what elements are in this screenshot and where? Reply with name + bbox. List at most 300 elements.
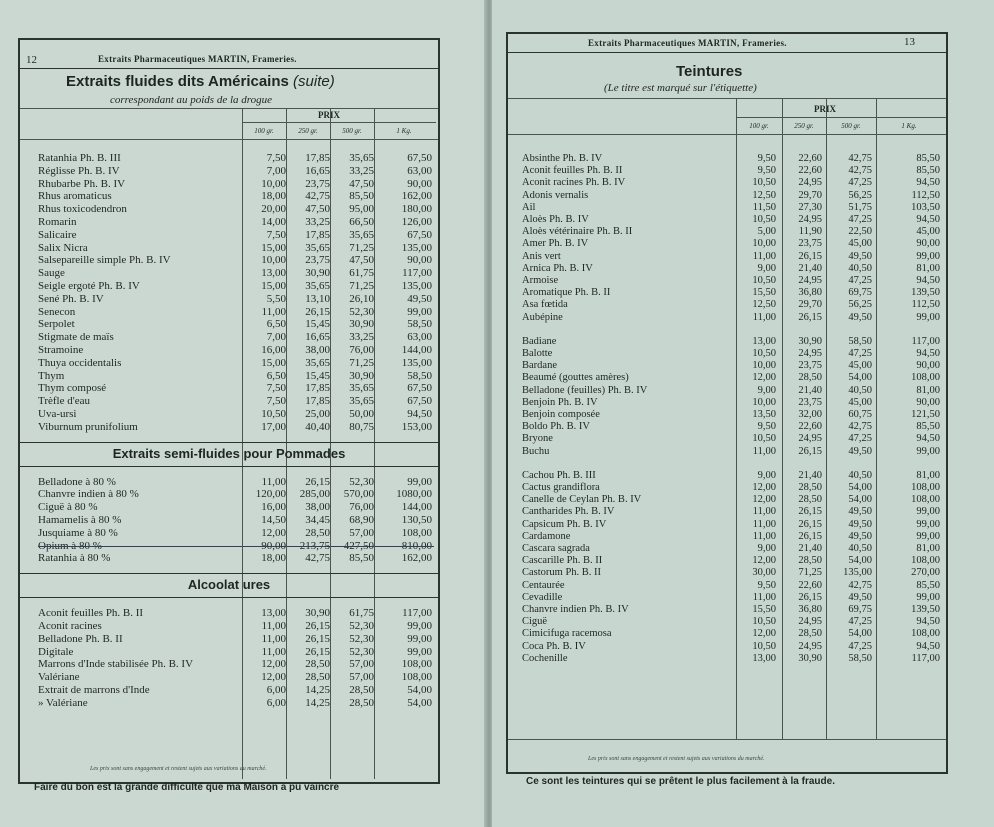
price-cell: 81,00: [916, 262, 940, 274]
price-cell: 54,00: [848, 555, 872, 567]
price-cell: 47,25: [848, 177, 872, 189]
price-cell: 26,15: [305, 475, 330, 488]
price-cell: 67,50: [407, 382, 432, 395]
price-cell: 42,75: [305, 552, 330, 565]
price-cell: 94,50: [916, 433, 940, 445]
price-cell: 52,30: [349, 620, 374, 632]
product-name: Serpolet: [38, 318, 75, 331]
price-cell: 30,90: [349, 369, 374, 382]
product-name: Salix Nicra: [38, 241, 88, 254]
price-cell: 135,00: [401, 241, 432, 254]
price-cell: 11,00: [752, 250, 776, 262]
price-cell: 10,50: [752, 616, 776, 628]
price-cell: 28,50: [305, 658, 330, 671]
product-name: Aloès Ph. B. IV: [522, 214, 589, 225]
column-header: 100 gr.: [749, 122, 769, 130]
table-row: [522, 152, 942, 165]
price-cell: 94,50: [916, 348, 940, 359]
product-name: Bryone: [522, 433, 553, 445]
price-label: PRIX: [814, 104, 836, 114]
price-cell: 85,50: [916, 421, 940, 433]
product-name: Ciguë à 80 %: [38, 501, 98, 514]
price-cell: 45,00: [848, 238, 872, 250]
price-cell: 12,50: [752, 189, 776, 201]
price-cell: 40,50: [848, 384, 872, 396]
price-cell: 126,00: [401, 216, 432, 228]
price-cell: 99,00: [407, 475, 432, 488]
price-cell: 14,00: [261, 216, 286, 228]
price-cell: 32,00: [798, 409, 822, 420]
price-cell: 30,90: [798, 652, 822, 664]
price-cell: 18,00: [261, 190, 286, 203]
price-cell: 7,50: [266, 382, 286, 395]
product-name: Cevadille: [522, 591, 563, 603]
price-cell: 11,00: [752, 311, 776, 323]
price-cell: 99,00: [916, 445, 940, 457]
price-cell: 45,00: [848, 360, 872, 372]
price-cell: 7,50: [266, 395, 286, 408]
price-cell: 71,25: [349, 280, 374, 292]
price-cell: 28,50: [349, 684, 374, 696]
product-name: Ciguë: [522, 616, 548, 628]
price-cell: 33,25: [305, 216, 330, 228]
price-cell: 94,50: [916, 177, 940, 189]
price-cell: 90,00: [407, 254, 432, 267]
price-cell: 162,00: [401, 552, 432, 565]
column-header: 1 Kg.: [901, 122, 917, 130]
column-divider: [736, 99, 737, 739]
table-row: [522, 627, 942, 640]
product-name: Cimicifuga racemosa: [522, 628, 612, 640]
price-cell: 10,50: [261, 408, 286, 420]
table-row: [522, 640, 942, 653]
price-cell: 108,00: [401, 671, 432, 684]
price-cell: 11,00: [261, 475, 286, 488]
price-cell: 17,85: [305, 152, 330, 164]
price-cell: 285,00: [299, 488, 330, 501]
price-cell: 11,00: [752, 445, 776, 457]
price-cell: 15,00: [261, 280, 286, 292]
price-cell: 12,00: [752, 482, 776, 493]
product-name: Anis vert: [522, 250, 561, 262]
price-cell: 10,50: [752, 214, 776, 225]
price-cell: 7,00: [266, 164, 286, 177]
price-cell: 33,25: [349, 331, 374, 344]
price-cell: 13,00: [261, 607, 286, 620]
price-cell: 99,00: [407, 632, 432, 645]
product-name: Stigmate de maïs: [38, 331, 114, 344]
price-cell: 28,50: [305, 671, 330, 684]
price-cell: 117,00: [911, 652, 940, 664]
product-name: Opium à 80 %: [38, 539, 102, 552]
price-cell: 26,15: [305, 645, 330, 658]
price-cell: 23,75: [798, 360, 822, 372]
price-cell: 12,00: [752, 494, 776, 506]
product-name: Capsicum Ph. B. IV: [522, 518, 607, 530]
price-cell: 10,00: [752, 360, 776, 372]
product-name: Rhus aromaticus: [38, 190, 112, 203]
price-cell: 99,00: [916, 250, 940, 262]
price-cell: 47,25: [848, 616, 872, 628]
price-cell: 38,00: [305, 501, 330, 514]
product-name: Aloès vétérinaire Ph. B. II: [522, 226, 633, 238]
product-name: Sauge: [38, 267, 65, 280]
price-cell: 270,00: [911, 567, 940, 579]
product-name: Aconit feuilles Ph. B. II: [522, 165, 623, 177]
price-cell: 52,30: [349, 305, 374, 318]
title-text: Extraits fluides dits Américains: [66, 73, 289, 90]
product-name: Thym composé: [38, 382, 107, 395]
price-cell: 68,90: [349, 514, 374, 526]
price-cell: 16,00: [261, 501, 286, 514]
product-name: Belladone Ph. B. II: [38, 632, 123, 645]
product-name: Aromatique Ph. B. II: [522, 287, 611, 299]
product-name: Badiane: [522, 335, 557, 347]
product-name: Digitale: [38, 645, 74, 658]
price-cell: 51,75: [848, 201, 872, 213]
title-suffix: (suite): [293, 73, 335, 90]
price-cell: 30,90: [349, 318, 374, 331]
table-bottom-rule: [508, 739, 946, 740]
price-cell: 9,00: [757, 469, 776, 481]
price-cell: 47,25: [848, 433, 872, 445]
price-cell: 54,00: [848, 372, 872, 384]
price-cell: 40,50: [848, 262, 872, 274]
product-name: Boldo Ph. B. IV: [522, 421, 590, 433]
price-cell: 108,00: [401, 658, 432, 671]
price-cell: 6,50: [266, 369, 286, 382]
price-cell: 25,00: [305, 408, 330, 420]
price-cell: 23,75: [305, 254, 330, 267]
product-name: Armoise: [522, 275, 559, 286]
price-cell: 144,00: [401, 344, 432, 356]
table-row: [522, 615, 942, 628]
price-cell: 213,75: [299, 539, 330, 552]
table-row: [522, 286, 942, 299]
price-cell: 11,00: [752, 530, 776, 542]
price-cell: 94,50: [916, 616, 940, 628]
price-cell: 26,15: [798, 250, 822, 262]
price-cell: 15,50: [752, 287, 776, 299]
slogan: Ce sont les teintures qui se prêtent le plus facilement à la fraude.: [526, 776, 835, 787]
price-cell: 47,25: [848, 214, 872, 225]
price-cell: 117,00: [402, 607, 432, 620]
price-cell: 99,00: [407, 620, 432, 632]
price-cell: 13,00: [752, 652, 776, 664]
column-divider: [876, 99, 877, 739]
price-cell: 49,50: [848, 445, 872, 457]
price-cell: 42,75: [848, 579, 872, 591]
price-cell: 108,00: [401, 526, 432, 539]
price-cell: 47,50: [305, 203, 330, 216]
product-name: Balotte: [522, 348, 553, 359]
price-cell: 9,00: [757, 543, 776, 554]
price-cell: 27,30: [798, 201, 822, 213]
price-cell: 34,45: [305, 514, 330, 526]
right-page: [492, 0, 994, 827]
price-cell: 108,00: [911, 555, 940, 567]
price-cell: 71,25: [349, 241, 374, 254]
product-name: Benjoin composée: [522, 409, 600, 420]
price-cell: 10,00: [261, 177, 286, 190]
prix-rule: [242, 122, 436, 123]
price-cell: 67,50: [407, 395, 432, 408]
price-cell: 28,50: [798, 628, 822, 640]
product-name: Cachou Ph. B. III: [522, 469, 596, 481]
section-rule: [20, 466, 438, 467]
price-cell: 153,00: [401, 420, 432, 433]
price-cell: 99,00: [916, 530, 940, 542]
price-cell: 40,50: [848, 543, 872, 554]
price-cell: 38,00: [305, 344, 330, 356]
product-name: Arnica Ph. B. IV: [522, 262, 593, 274]
price-cell: 85,50: [916, 165, 940, 177]
price-cell: 42,75: [848, 165, 872, 177]
table-row: [522, 164, 942, 177]
price-cell: 99,00: [407, 305, 432, 318]
price-cell: 11,00: [752, 518, 776, 530]
price-cell: 7,50: [266, 152, 286, 164]
table-row: [522, 408, 942, 421]
price-cell: 63,00: [407, 331, 432, 344]
column-header: 500 gr.: [342, 127, 362, 135]
price-cell: 49,50: [848, 518, 872, 530]
table-row: [522, 579, 942, 592]
page-title: [66, 73, 335, 90]
price-cell: 22,60: [798, 579, 822, 591]
product-name: Cochenille: [522, 652, 568, 664]
price-cell: 30,90: [305, 267, 330, 280]
price-cell: 144,00: [401, 501, 432, 514]
price-cell: 24,95: [798, 640, 822, 652]
price-cell: 12,00: [752, 628, 776, 640]
price-cell: 6,00: [266, 696, 286, 709]
table-row: [522, 603, 942, 616]
price-cell: 26,15: [798, 530, 822, 542]
price-cell: 12,50: [752, 299, 776, 311]
product-name: Marrons d'Inde stabilisée Ph. B. IV: [38, 658, 194, 671]
page-number: 12: [26, 54, 37, 66]
price-cell: 36,80: [798, 287, 822, 299]
price-cell: 9,50: [757, 579, 776, 591]
price-cell: 13,00: [261, 267, 286, 280]
price-cell: 15,45: [305, 369, 330, 382]
footer-note: Les prix sont sans engagement et restent sujets aux variations du marché.: [90, 766, 267, 772]
column-divider: [782, 99, 783, 739]
price-cell: 76,00: [349, 501, 374, 514]
table-row: [522, 445, 942, 458]
header-rule: [20, 68, 438, 69]
price-cell: 85,50: [916, 153, 940, 164]
price-cell: 810,00: [401, 539, 432, 552]
price-cell: 11,00: [261, 632, 286, 645]
price-cell: 13,10: [305, 292, 330, 305]
price-cell: 21,40: [798, 384, 822, 396]
price-cell: 14,50: [261, 514, 286, 526]
table-row: [522, 274, 942, 287]
price-cell: 56,25: [848, 189, 872, 201]
running-header: Extraits Pharmaceutiques MARTIN, Frameries.: [98, 54, 297, 64]
price-cell: 35,65: [349, 395, 374, 408]
section-heading: Extraits semi-fluides pour Pommades: [112, 445, 346, 461]
price-cell: 76,00: [349, 344, 374, 356]
price-cell: 54,00: [407, 696, 432, 709]
price-cell: 10,50: [752, 348, 776, 359]
column-header: 250 gr.: [298, 127, 318, 135]
price-cell: 21,40: [798, 469, 822, 481]
price-cell: 90,00: [916, 396, 940, 408]
price-cell: 29,70: [798, 299, 822, 311]
table-row: [522, 384, 942, 397]
price-cell: 16,65: [305, 331, 330, 344]
price-cell: 21,40: [798, 543, 822, 554]
price-cell: 15,45: [305, 318, 330, 331]
price-cell: 5,00: [757, 226, 776, 238]
product-name: Rhus toxicodendron: [38, 203, 127, 216]
column-header: 100 gr.: [254, 127, 274, 135]
section-rule: [20, 597, 438, 598]
price-cell: 112,50: [911, 299, 940, 311]
table-row: [522, 432, 942, 445]
price-cell: 21,40: [798, 262, 822, 274]
price-cell: 26,15: [798, 506, 822, 518]
product-name: Senecon: [38, 305, 76, 318]
price-cell: 90,00: [261, 539, 286, 552]
table-row: [522, 213, 942, 226]
table-row: [522, 262, 942, 275]
product-name: Cascara sagrada: [522, 543, 590, 554]
table-row: [522, 176, 942, 189]
price-cell: 26,10: [349, 292, 374, 305]
price-cell: 95,00: [349, 203, 374, 216]
table-row: [522, 359, 942, 372]
price-cell: 26,15: [798, 518, 822, 530]
table-row: [522, 652, 942, 665]
price-cell: 28,50: [798, 555, 822, 567]
table-row: [522, 371, 942, 384]
price-cell: 10,00: [752, 396, 776, 408]
price-cell: 139,50: [911, 287, 940, 299]
table-row: [522, 298, 942, 311]
price-cell: 42,75: [848, 153, 872, 164]
price-cell: 28,50: [798, 372, 822, 384]
price-cell: 94,50: [407, 408, 432, 420]
price-cell: 24,95: [798, 214, 822, 225]
table-row: [522, 469, 942, 482]
price-cell: 5,50: [266, 292, 286, 305]
table-row: [522, 505, 942, 518]
price-cell: 117,00: [911, 335, 940, 347]
product-name: Sené Ph. B. IV: [38, 292, 104, 305]
price-cell: 10,50: [752, 433, 776, 445]
product-name: Salicaire: [38, 228, 77, 241]
price-cell: 45,00: [916, 226, 940, 238]
product-name: Aconit racines: [38, 620, 102, 632]
header-rule: [508, 52, 946, 53]
price-cell: 23,75: [798, 238, 822, 250]
colhead-rule: [508, 134, 946, 135]
price-cell: 135,00: [401, 280, 432, 292]
product-name: Thuya occidentalis: [38, 356, 122, 369]
price-cell: 17,85: [305, 382, 330, 395]
price-cell: 35,65: [305, 280, 330, 292]
price-cell: 17,85: [305, 228, 330, 241]
section-heading: Alcoolat ures: [187, 577, 271, 593]
price-cell: 90,00: [407, 177, 432, 190]
price-cell: 52,30: [349, 645, 374, 658]
price-cell: 99,00: [916, 506, 940, 518]
price-cell: 81,00: [916, 469, 940, 481]
table-row: [522, 201, 942, 214]
product-name: Hamamelis à 80 %: [38, 514, 122, 526]
price-cell: 11,90: [798, 226, 822, 238]
price-label: PRIX: [318, 110, 340, 120]
price-cell: 94,50: [916, 640, 940, 652]
price-cell: 139,50: [911, 604, 940, 615]
product-name: Beaumé (gouttes amères): [522, 372, 629, 384]
price-cell: 11,00: [261, 305, 286, 318]
product-name: Castorum Ph. B. II: [522, 567, 602, 579]
price-cell: 16,65: [305, 164, 330, 177]
price-cell: 26,15: [798, 591, 822, 603]
price-cell: 16,00: [261, 344, 286, 356]
product-name: Buchu: [522, 445, 550, 457]
subtitle-rule: [20, 108, 438, 109]
price-cell: 108,00: [911, 372, 940, 384]
price-cell: 26,15: [798, 445, 822, 457]
price-cell: 54,00: [848, 482, 872, 493]
product-name: Coca Ph. B. IV: [522, 640, 586, 652]
price-cell: 35,65: [349, 228, 374, 241]
price-cell: 49,50: [848, 311, 872, 323]
price-cell: 12,00: [261, 671, 286, 684]
price-cell: 49,50: [848, 530, 872, 542]
page-title: Teintures: [676, 63, 743, 80]
price-cell: 12,00: [261, 526, 286, 539]
price-cell: 40,40: [305, 420, 330, 433]
table-row: [522, 554, 942, 567]
price-cell: 11,00: [261, 620, 286, 632]
price-cell: 71,25: [349, 356, 374, 369]
price-cell: 28,50: [305, 526, 330, 539]
price-cell: 85,50: [349, 552, 374, 565]
table-row: [522, 542, 942, 555]
product-name: Thym: [38, 369, 65, 382]
price-cell: 35,65: [349, 152, 374, 164]
product-name: Jusquiame à 80 %: [38, 526, 118, 539]
column-divider: [242, 109, 243, 779]
price-cell: 10,50: [752, 640, 776, 652]
price-cell: 54,00: [848, 494, 872, 506]
product-name: Cantharides Ph. B. IV: [522, 506, 615, 518]
table-row: [522, 591, 942, 604]
column-header: 1 Kg.: [396, 127, 412, 135]
price-cell: 26,15: [305, 305, 330, 318]
table-row: [522, 396, 942, 409]
price-cell: 11,50: [752, 201, 776, 213]
product-name: Viburnum prunifolium: [38, 420, 138, 433]
table-row: [522, 237, 942, 250]
product-name: Chanvre indien à 80 %: [38, 488, 139, 501]
price-cell: 15,00: [261, 241, 286, 254]
price-cell: 23,75: [798, 396, 822, 408]
product-name: Bardane: [522, 360, 557, 372]
price-cell: 24,95: [798, 177, 822, 189]
product-name: Réglisse Ph. B. IV: [38, 164, 120, 177]
price-cell: 180,00: [401, 203, 432, 216]
price-cell: 85,50: [916, 579, 940, 591]
product-name: Ratanhia Ph. B. III: [38, 152, 121, 164]
